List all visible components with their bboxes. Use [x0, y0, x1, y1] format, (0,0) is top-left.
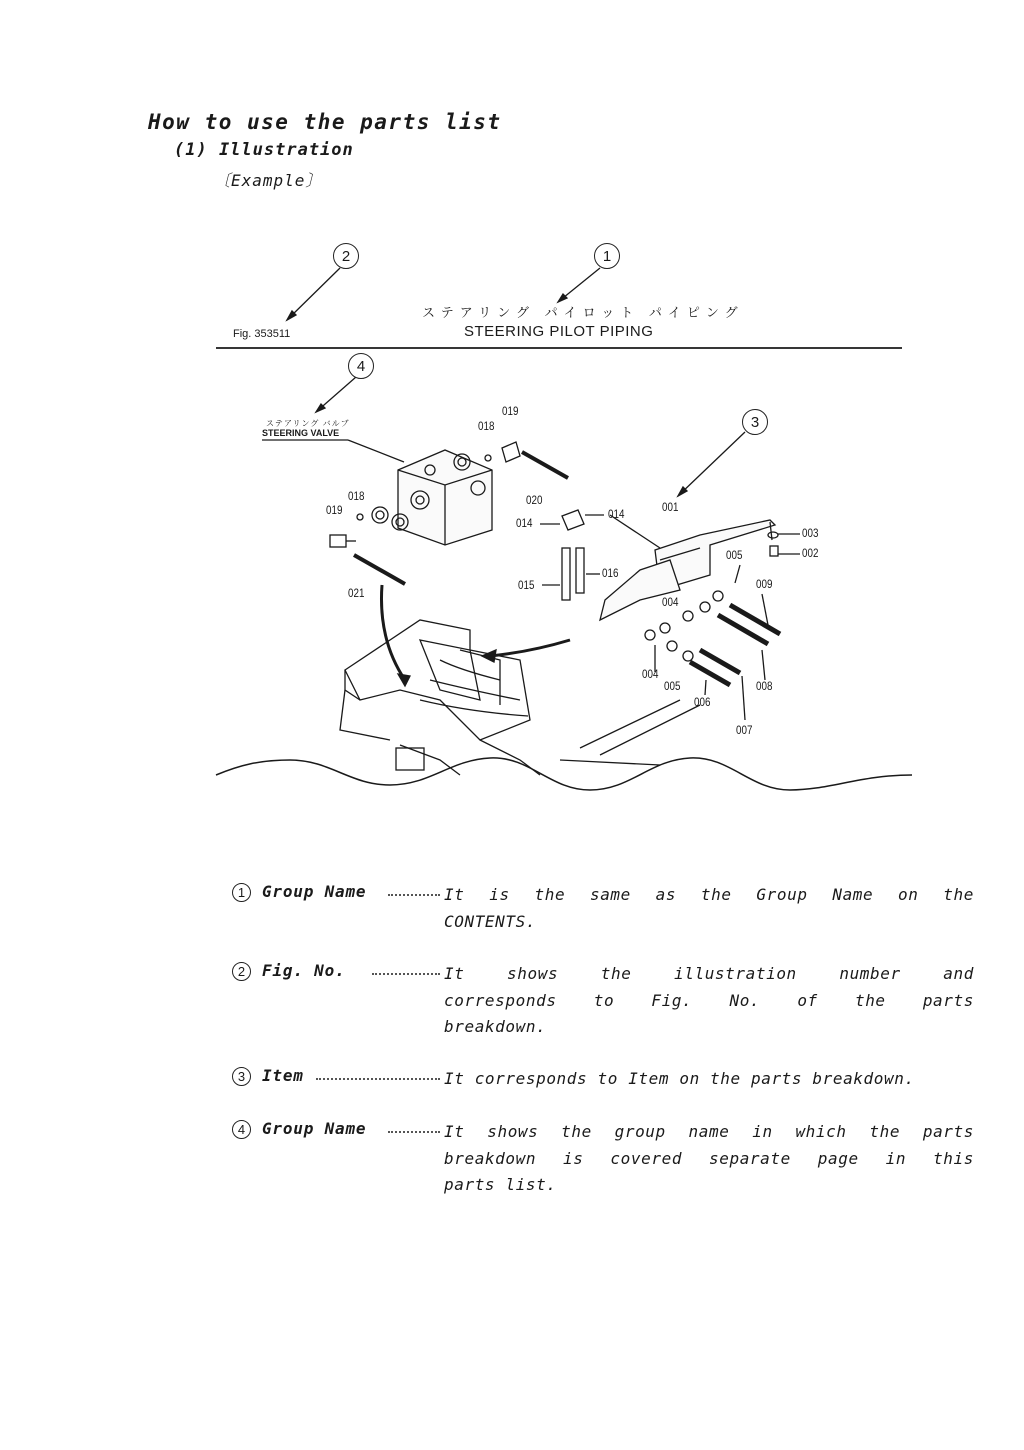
- leader-dots: [372, 973, 440, 975]
- legend-term: Fig. No.: [262, 961, 346, 980]
- legend-description-line: parts list.: [444, 1175, 557, 1194]
- legend-description-line: It corresponds to Item on the parts breakdown.: [444, 1069, 915, 1088]
- part-label: 005: [664, 679, 681, 693]
- legend-mark: 3: [232, 1067, 251, 1086]
- group-name: STEERING PILOT PIPING: [464, 323, 654, 340]
- legend-term: Item: [262, 1066, 304, 1085]
- legend-description: [444, 1066, 974, 1093]
- part-label: 005: [726, 548, 743, 562]
- legend-item-fig-no: [232, 961, 976, 1041]
- legend-description-line: breakdown.: [444, 1017, 547, 1036]
- fig-number: Fig. 353511: [233, 328, 291, 340]
- callout-4: 4: [348, 353, 374, 379]
- legend-description: [444, 961, 974, 1041]
- callout-2: 2: [333, 243, 359, 269]
- legend-mark: 4: [232, 1120, 251, 1139]
- callout-3: 3: [742, 409, 768, 435]
- legend-mark: 2: [232, 962, 251, 981]
- part-label: 006: [694, 695, 711, 709]
- part-label: 018: [478, 419, 495, 433]
- fitting-019-left-drawing: [330, 514, 405, 584]
- part-label: 008: [756, 679, 773, 693]
- legend-description: [444, 882, 974, 935]
- steering-valve-drawing: [262, 440, 492, 545]
- part-label: 004: [642, 667, 659, 681]
- legend-description-line: It is the same as the Group Name on the: [444, 885, 974, 904]
- part-label: 002: [802, 546, 819, 560]
- callout-arrow-2: [287, 268, 340, 320]
- machine-body-drawing: [340, 620, 700, 775]
- legend-description-line: CONTENTS.: [444, 911, 537, 931]
- part-label: 016: [602, 566, 619, 580]
- part-label: 014: [516, 516, 533, 530]
- legend-term: Group Name: [262, 1119, 367, 1138]
- example-label: 〔Example〕: [214, 171, 323, 190]
- leader-dots: [388, 1131, 440, 1133]
- part-label: 003: [802, 526, 819, 540]
- cutoff-wave: [216, 758, 912, 790]
- part-label: 020: [526, 493, 543, 507]
- part-label: 021: [348, 586, 365, 600]
- sub-group-name: STEERING VALVE: [262, 428, 340, 438]
- sub-group-name-japanese: ステアリング バルブ: [266, 419, 350, 428]
- legend-item-group-name-sub: [232, 1119, 976, 1199]
- legend-mark: 1: [232, 883, 251, 902]
- legend-description-line: It shows the group name in which the parts: [444, 1122, 974, 1141]
- part-label: 007: [736, 723, 753, 737]
- legend-description-line: It shows the illustration number and: [444, 964, 974, 983]
- legend-description-line: breakdown is covered separate page in this: [444, 1148, 974, 1168]
- part-label: 018: [348, 489, 365, 503]
- group-name-japanese: ステアリング パイロット パイピング: [422, 305, 744, 320]
- part-label: 001: [662, 500, 679, 514]
- page-title: How to use the parts list: [148, 110, 502, 134]
- legend-term: Group Name: [262, 882, 367, 901]
- fitting-019-right-drawing: [485, 442, 568, 478]
- part-label: 015: [518, 578, 535, 592]
- part-label: 004: [662, 595, 679, 609]
- section-title: (1) Illustration: [174, 140, 354, 160]
- part-label: 009: [756, 577, 773, 591]
- callout-arrow-3: [678, 432, 745, 496]
- legend-description-line: corresponds to Fig. No. of the parts: [444, 990, 974, 1010]
- leader-dots: [316, 1078, 440, 1080]
- leader-dots: [388, 894, 440, 896]
- part-label: 019: [502, 404, 519, 418]
- part-label: 014: [608, 507, 625, 521]
- callout-1: 1: [594, 243, 620, 269]
- part-label: 019: [326, 503, 343, 517]
- legend-description: [444, 1119, 974, 1199]
- legend-item-item: [232, 1066, 976, 1096]
- legend-item-group-name: [232, 882, 976, 932]
